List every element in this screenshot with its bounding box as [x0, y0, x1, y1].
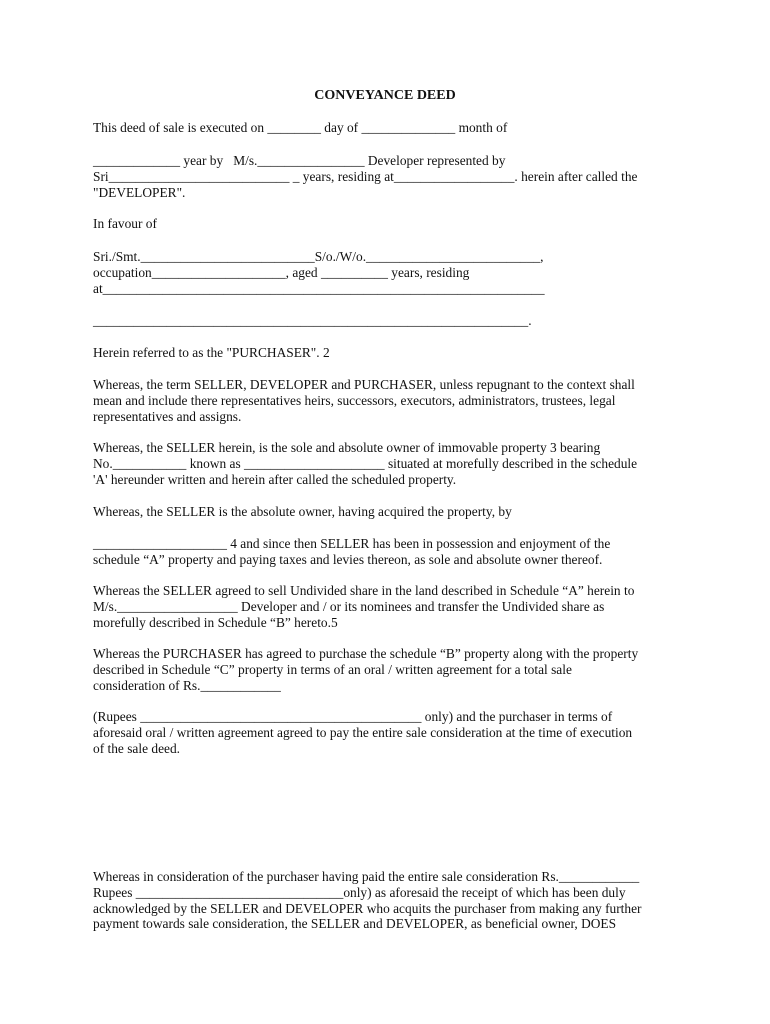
paragraph-line: mean and include there representatives heirs, successors, executors, administrators, trustees, legal [93, 392, 616, 408]
paragraph-line: (Rupees __________________________________________ only) and the purchaser in terms of [93, 709, 613, 724]
paragraph-line: payment towards sale consideration, the SELLER and DEVELOPER, as beneficial owner, DOES [93, 916, 617, 932]
paragraph-consideration-paid [93, 869, 683, 932]
document-title: CONVEYANCE DEED [314, 88, 456, 103]
paragraph-line: described in Schedule “C” property in terms of an oral / written agreement for a total sale [93, 661, 572, 677]
paragraph-line: This deed of sale is executed on ________ day of ______________ month of [93, 120, 508, 135]
paragraph-address-blank [93, 313, 683, 329]
paragraph-acquired [93, 504, 683, 520]
paragraph-rupees [93, 709, 683, 756]
paragraph-in-favour [93, 216, 683, 232]
paragraph-undivided-share [93, 583, 683, 630]
paragraph-line: ____________________ 4 and since then SELLER has been in possession and enjoyment of the [93, 536, 611, 551]
paragraph-purchaser-details [93, 249, 683, 296]
paragraph-line: occupation____________________, aged __________ years, residing [93, 264, 470, 280]
paragraph-line: "DEVELOPER". [93, 184, 186, 200]
paragraph-line: at__________________________________________________________________ [93, 280, 545, 296]
paragraph-terms [93, 377, 683, 424]
paragraph-developer [93, 153, 683, 200]
paragraph-line: Rupees _______________________________only) as aforesaid the receipt of which has been duly [93, 884, 626, 900]
paragraph-line: M/s.__________________ Developer and / or its nominees and transfer the Undivided share as [93, 598, 605, 614]
paragraph-line: Whereas, the term SELLER, DEVELOPER and PURCHASER, unless repugnant to the context shall [93, 377, 635, 392]
paragraph-line: Herein referred to as the "PURCHASER". 2 [93, 345, 330, 360]
paragraph-line: representatives and assigns. [93, 408, 242, 424]
paragraph-line: Whereas the PURCHASER has agreed to purchase the schedule “B” property along with the property [93, 646, 639, 661]
paragraph-line: consideration of Rs.____________ [93, 677, 281, 693]
paragraph-line: morefully described in Schedule “B” hereto.5 [93, 614, 338, 630]
paragraph-purchase-agreement [93, 646, 683, 693]
paragraph-line: Sri./Smt.__________________________S/o./W/o.__________________________, [93, 249, 544, 264]
paragraph-line: Whereas in consideration of the purchaser having paid the entire sale consideration Rs.____________ [93, 869, 640, 884]
paragraph-execution-date [93, 120, 683, 136]
paragraph-line: 'A' hereunder written and herein after called the scheduled property. [93, 471, 457, 487]
paragraph-line: _________________________________________________________________. [93, 313, 532, 328]
paragraph-line: acknowledged by the SELLER and DEVELOPER who acquits the purchaser from making any further [93, 900, 642, 916]
paragraph-line: No.___________ known as _____________________ situated at morefully described in the schedule [93, 455, 638, 471]
paragraph-line: Whereas the SELLER agreed to sell Undivided share in the land described in Schedule “A” herein to [93, 583, 635, 598]
paragraph-purchaser-definition [93, 345, 683, 361]
paragraph-line: Sri___________________________ _ years, residing at__________________. herein after called the [93, 168, 638, 184]
paragraph-line: Whereas, the SELLER herein, is the sole and absolute owner of immovable property 3 bearing [93, 440, 601, 455]
paragraph-line: Whereas, the SELLER is the absolute owner, having acquired the property, by [93, 504, 512, 519]
paragraph-line: aforesaid oral / written agreement agreed to pay the entire sale consideration at the time of execution [93, 724, 633, 740]
paragraph-line: of the sale deed. [93, 740, 180, 756]
paragraph-line: schedule “A” property and paying taxes and levies thereon, as sole and absolute owner thereof. [93, 551, 603, 567]
paragraph-line: _____________ year by M/s.________________ Developer represented by [93, 153, 506, 168]
paragraph-seller-owner [93, 440, 683, 487]
paragraph-possession [93, 536, 683, 568]
paragraph-line: In favour of [93, 216, 157, 231]
